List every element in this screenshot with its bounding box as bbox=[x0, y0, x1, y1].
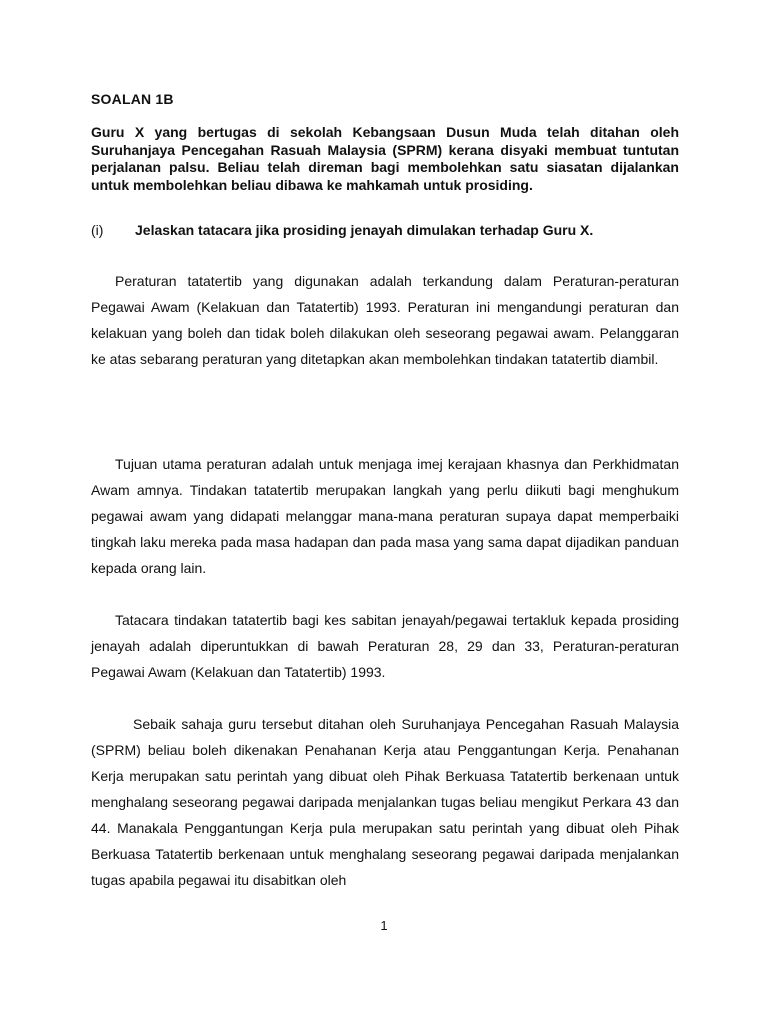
paragraph-2: Tujuan utama peraturan adalah untuk menjaga imej kerajaan khasnya dan Perkhidmatan Awam amnya. Tindakan tatatertib merupakan langkah yang perlu diikuti bagi menghukum pegawai awam yang didapati melanggar mana-mana peraturan supaya dapat memperbaiki tingkah laku mereka pada masa hadapan dan pada masa yang sama dapat dijadikan panduan kepada orang lain. bbox=[91, 456, 679, 576]
question-text: Guru X yang bertugas di sekolah Kebangsaan Dusun Muda telah ditahan oleh Suruhanjaya Pencegahan Rasuah Malaysia (SPRM) kerana disyaki membuat tuntutan perjalanan palsu. Beliau telah direman bagi membolehkan satu siasatan dijalankan untuk membolehkan beliau dibawa ke mahkamah untuk prosiding. bbox=[91, 124, 679, 193]
document-heading: SOALAN 1B bbox=[91, 91, 174, 107]
sub-question-number: (i) bbox=[91, 222, 104, 238]
page-number: 1 bbox=[380, 918, 388, 933]
sub-question-text: Jelaskan tatacara jika prosiding jenayah dimulakan terhadap Guru X. bbox=[135, 222, 594, 238]
paragraph-3: Tatacara tindakan tatatertib bagi kes sabitan jenayah/pegawai tertakluk kepada prosiding jenayah adalah diperuntukkan di bawah Peraturan 28, 29 dan 33, Peraturan-peraturan Pegawai Awam (Kelakuan dan Tatatertib) 1993. bbox=[91, 612, 679, 680]
paragraph-1: Peraturan tatatertib yang digunakan adalah terkandung dalam Peraturan-peraturan Pegawai Awam (Kelakuan dan Tatatertib) 1993. Peraturan ini mengandungi peraturan dan kelakuan yang boleh dan tidak boleh dilakukan oleh seseorang pegawai awam. Pelanggaran ke atas sebarang peraturan yang ditetapkan akan membolehkan tindakan tatatertib diambil. bbox=[91, 273, 679, 367]
paragraph-4: Sebaik sahaja guru tersebut ditahan oleh Suruhanjaya Pencegahan Rasuah Malaysia (SPRM) beliau boleh dikenakan Penahanan Kerja atau Penggantungan Kerja. Penahanan Kerja merupakan satu perintah yang dibuat oleh Pihak Berkuasa Tatatertib berkenaan untuk menghalang seseorang pegawai daripada menjalankan tugas beliau mengikut Perkara 43 dan 44. Manakala Penggantungan Kerja pula merupakan satu perintah yang dibuat oleh Pihak Berkuasa Tatatertib berkenaan untuk menghalang seseorang pegawai daripada menjalankan tugas apabila pegawai itu disabitkan oleh bbox=[91, 716, 679, 888]
